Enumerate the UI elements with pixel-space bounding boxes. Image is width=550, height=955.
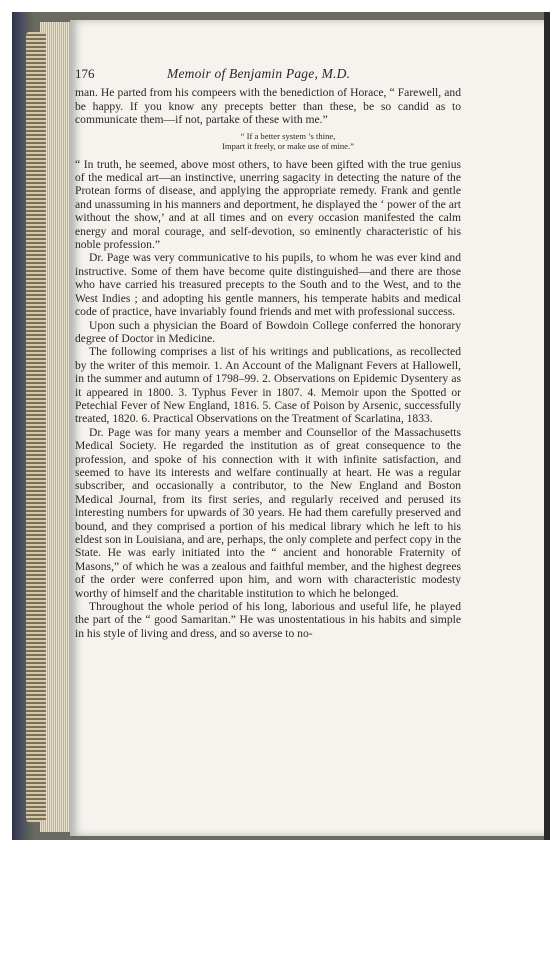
page-text: [75, 67, 461, 640]
scan-right-edge: [544, 12, 550, 840]
paragraph-pupils: Dr. Page was very communicative to his pupils, to whom he was ever kind and instructive. Some of them have become quite distinguished—and there are those who have carried his treasured precepts to the South and to the West, and to the West Indies ; and adopting his gentle manners, his temperate habits and medical code of practice, have invariably found friends and met with professional success.: [75, 251, 461, 319]
paragraph-degree: Upon such a physician the Board of Bowdoin College conferred the honorary degree of Doctor in Medicine.: [75, 318, 461, 345]
paragraph-genius: “ In truth, he seemed, above most others, to have been gifted with the true genius of the medical art—an instinctive, unerring sagacity in detecting the nature of the Protean forms of disease, and applying the appropriate remedy. Frank and gentle and unassuming in his manners and deportment, he displayed the ‘ power of the art without the show,’ and at all times and on every occasion manifested the calm energy and moral courage, and self-devotion, so eminently characteristic of his noble profession.”: [75, 157, 461, 252]
paragraph-society: Dr. Page was for many years a member and Counsellor of the Massachusetts Medical Society. He regarded the institution as of great consequence to the profession, and spoke of his connection with it with infinite satisfaction, and seemed to have its interests and welfare continually at heart. He was a regular subscriber, and occasionally a contributor, to the New England and Boston Medical Journal, from its first series, and regularly received and perused its interesting numbers for upwards of 30 years. He had them carefully preserved and bound, and they comprised a portion of his medical library which he left to his eldest son in Louisiana, and are, perhaps, the only complete and perfect copy in the State. He was early initiated into the “ ancient and honorable Fraternity of Masons,” of which he was a zealous and faithful member, and the highest degrees of the order were conferred upon him, and worn with characteristic modesty worthy of himself and the charitable institution to which he belonged.: [75, 425, 462, 600]
paragraph-writings: The following comprises a list of his writings and publications, as recollected by the writer of this memoir. 1. An Account of the Malignant Fevers at Hallowell, in the summer and autumn of 1798–99. 2. Observations on Epidemic Dysentery as it appeared in 1800. 3. Typhus Fever in 1807. 4. Memoir upon the Spotted or Petechial Fever of New England, 1816. 5. Case of Poison by Arsenic, successfully treated, 1820. 6. Practical Observations on the Treatment of Scarlatina, 1833.: [75, 345, 461, 426]
quote-line: “ If a better system ’s thine,: [240, 130, 336, 141]
page-header: [75, 67, 461, 80]
paragraph-samaritan: Throughout the whole period of his long, laborious and useful life, he played the part of the “ good Samaritan.” He was unostentatious in his habits and simple in his style of living and dress, and so averse to no-: [75, 600, 461, 640]
page-number: 176: [75, 66, 95, 81]
paragraph-horace: man. He parted from his compeers with the benediction of Horace, “ Farewell, and be happy. If you know any precepts better than these, be so candid as to communicate them—if not, partake of these with me.”: [75, 86, 461, 127]
binding-spiral: [26, 32, 46, 822]
running-head: Memoir of Benjamin Page, M.D.: [167, 66, 351, 81]
quote-line: Impart it freely, or make use of mine.”: [222, 140, 354, 151]
verse-quote: [115, 131, 461, 151]
